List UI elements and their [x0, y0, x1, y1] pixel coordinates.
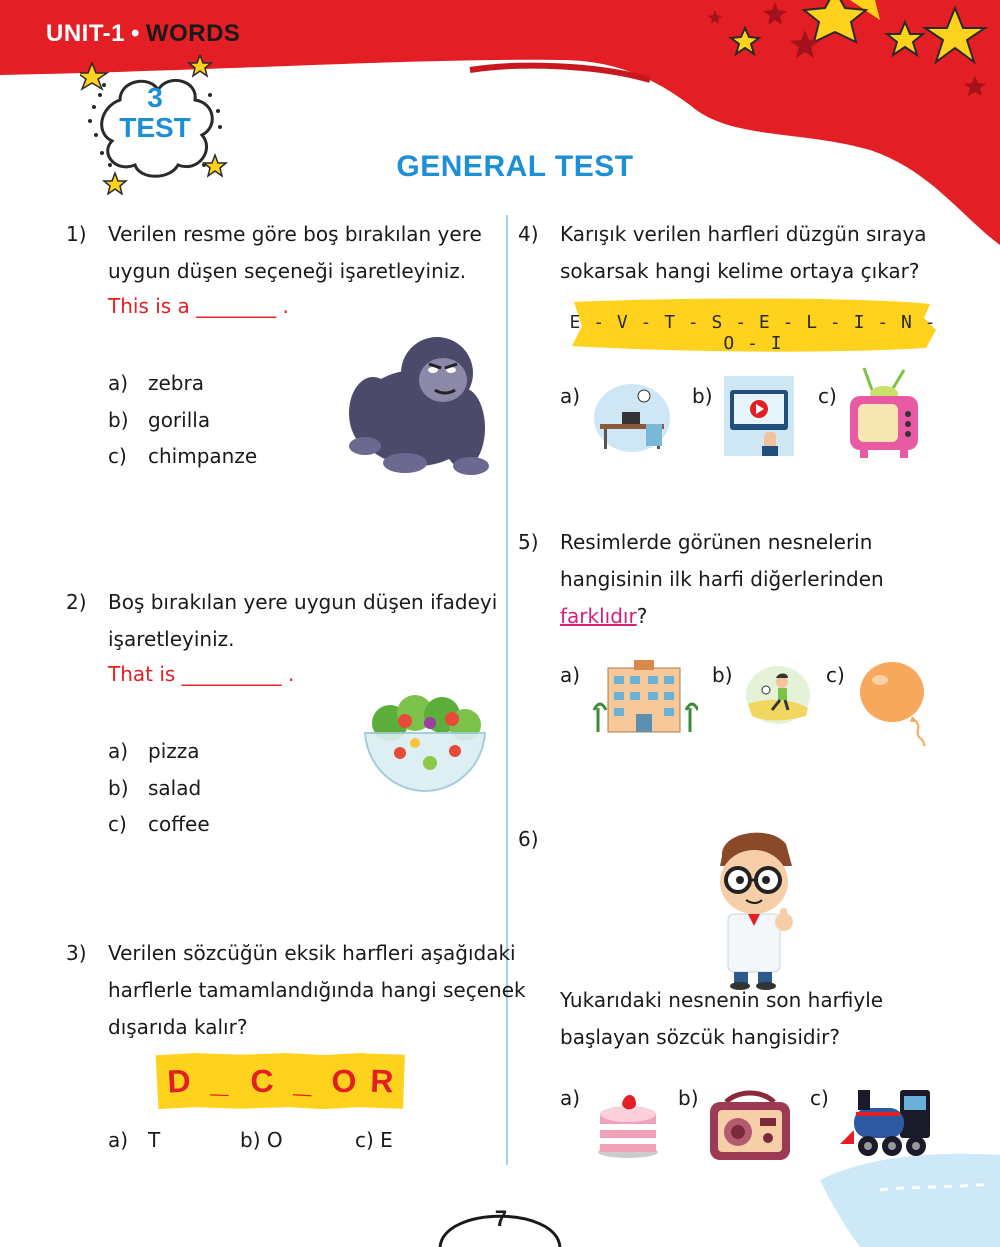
option-text: salad	[148, 776, 202, 800]
q5-line2: hangisinin ilk harfi diğerlerinden	[560, 567, 884, 591]
letter-tile: _	[280, 1053, 327, 1109]
option-letter: c)	[810, 1086, 829, 1110]
option-text: T	[148, 1128, 161, 1152]
unit-header	[46, 20, 240, 48]
q3-prompt	[108, 935, 526, 1046]
section-label: WORDS	[145, 20, 241, 47]
unit-label: UNIT-1	[46, 20, 126, 47]
q6-line2: başlayan sözcük hangisidir?	[560, 1025, 840, 1049]
option-letter: a)	[108, 371, 129, 395]
letter-tile: C	[239, 1053, 285, 1109]
option-letter: a)	[560, 663, 581, 687]
q2-prompt	[108, 584, 497, 658]
badge-number: 3	[147, 82, 163, 113]
q1-prompt	[108, 216, 482, 290]
option-letter: c)	[826, 663, 845, 687]
option-letter: c)	[108, 444, 127, 468]
option-letter: c)	[108, 812, 127, 836]
q3-option-c[interactable]	[355, 1128, 393, 1152]
header-separator: •	[131, 20, 140, 47]
badge-word: TEST	[119, 112, 191, 143]
television-icon	[848, 366, 920, 462]
radio-icon	[708, 1090, 792, 1162]
q1-option-b[interactable]	[108, 408, 210, 432]
option-text: zebra	[148, 371, 204, 395]
q3-option-a[interactable]	[108, 1128, 160, 1152]
q1-line2: uygun düşen seçeneği işaretleyiniz.	[108, 259, 467, 283]
letter-tile: _	[197, 1053, 243, 1109]
video-screen-icon	[724, 376, 794, 456]
cake-icon	[592, 1086, 664, 1160]
q3-number: 3)	[66, 941, 87, 965]
option-letter: a)	[108, 1128, 129, 1152]
option-letter: a)	[108, 739, 129, 763]
letter-tile: O	[321, 1053, 368, 1109]
option-text: chimpanze	[148, 444, 258, 468]
q2-number: 2)	[66, 590, 87, 614]
q6-prompt	[560, 982, 883, 1056]
q3-line3: dışarıda kalır?	[108, 1015, 248, 1039]
option-text: coffee	[148, 812, 210, 836]
option-letter: c)	[355, 1128, 374, 1152]
q5-line1: Resimlerde görünen nesnelerin	[560, 530, 873, 554]
option-letter: b)	[712, 663, 733, 687]
q1-number: 1)	[66, 222, 87, 246]
q3-line2: harflerle tamamlandığında hangi seçenek	[108, 978, 526, 1002]
emphasis-word: farklıdır	[560, 604, 637, 628]
q5-number: 5)	[518, 530, 539, 554]
option-letter: b)	[108, 408, 129, 432]
q4-option-b[interactable]	[692, 384, 713, 408]
letter-tile: D	[156, 1053, 203, 1109]
gorilla-illustration	[345, 318, 495, 478]
page-number: 7	[494, 1206, 508, 1231]
q5-option-c[interactable]	[826, 663, 845, 687]
q1-option-a[interactable]	[108, 371, 204, 395]
q3-option-b[interactable]	[240, 1128, 283, 1152]
page-title: GENERAL TEST	[396, 150, 634, 183]
option-letter: c)	[818, 384, 837, 408]
q6-option-c[interactable]	[810, 1086, 829, 1110]
q4-option-c[interactable]	[818, 384, 837, 408]
scrambled-letters: E - V - T - S - E - L - I - N - O - I	[569, 312, 937, 354]
q3-line1: Verilen sözcüğün eksik harfleri aşağıdaki	[108, 941, 516, 965]
letter-tile: R	[359, 1053, 405, 1109]
desk-room-icon	[592, 378, 672, 454]
q2-option-a[interactable]	[108, 739, 200, 763]
option-letter: b)	[678, 1086, 699, 1110]
balloon-icon	[858, 660, 932, 746]
option-text: E	[380, 1128, 393, 1152]
q2-option-b[interactable]	[108, 776, 201, 800]
q5-line3	[560, 598, 884, 635]
option-text: O	[266, 1128, 283, 1152]
option-text: gorilla	[148, 408, 211, 432]
q6-number: 6)	[518, 827, 539, 851]
q2-line2: işaretleyiniz.	[108, 627, 235, 651]
q1-line1: Verilen resme göre boş bırakılan yere	[108, 222, 482, 246]
q1-option-c[interactable]	[108, 444, 257, 468]
q4-option-a[interactable]	[560, 384, 580, 408]
q2-line1: Boş bırakılan yere uygun düşen ifadeyi	[108, 590, 498, 614]
q1-sentence: This is a ________ .	[108, 294, 289, 318]
q5-option-b[interactable]	[712, 663, 733, 687]
option-letter: b)	[240, 1128, 261, 1152]
train-icon	[840, 1082, 932, 1160]
salad-bowl-illustration	[360, 693, 490, 793]
option-text: pizza	[148, 739, 200, 763]
q6-option-b[interactable]	[678, 1086, 699, 1110]
q6-line1: Yukarıdaki nesnenin son harfiyle	[560, 988, 884, 1012]
q4-line2: sokarsak hangi kelime ortaya çıkar?	[560, 259, 920, 283]
q5-prompt	[560, 524, 884, 635]
doctor-thumbs-up-illustration	[700, 826, 804, 990]
option-letter: a)	[560, 384, 581, 408]
boy-kicking-ball-icon	[744, 664, 812, 726]
hotel-building-icon	[590, 658, 698, 734]
option-letter: a)	[560, 1086, 581, 1110]
q4-line1: Karışık verilen harfleri düzgün sıraya	[560, 222, 927, 246]
q2-sentence: That is __________ .	[108, 662, 295, 686]
q4-number: 4)	[518, 222, 539, 246]
question-mark: ?	[636, 604, 648, 628]
q4-prompt	[560, 216, 927, 290]
q5-option-a[interactable]	[560, 663, 580, 687]
option-letter: b)	[108, 776, 129, 800]
q2-option-c[interactable]	[108, 812, 210, 836]
option-letter: b)	[692, 384, 713, 408]
q6-option-a[interactable]	[560, 1086, 580, 1110]
